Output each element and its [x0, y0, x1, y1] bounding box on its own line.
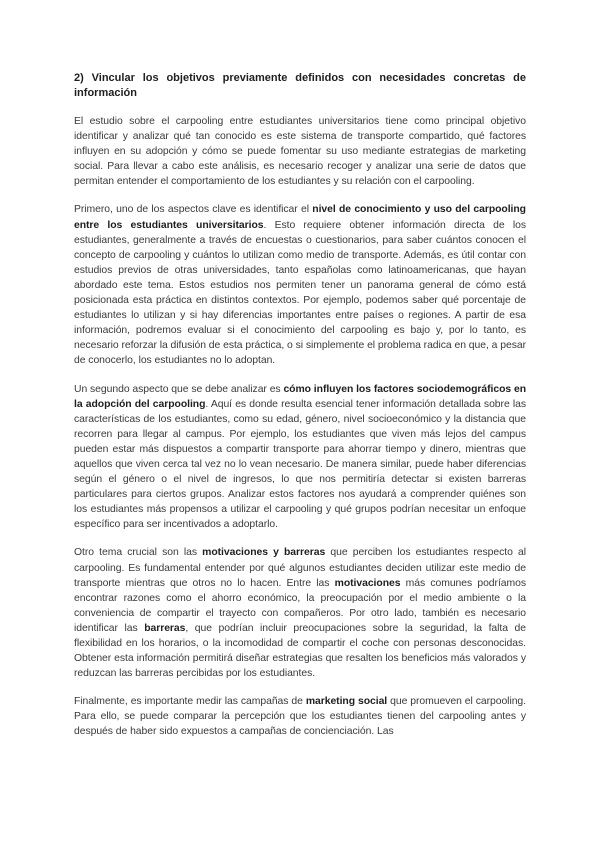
paragraph-text: , que podrían incluir preocupaciones sobre la seguridad, la falta de flexibilidad en los horarios, o la incomodidad de compartir el coche con personas desconocidas. Obtener esta información permitirá diseñar estrategias que resalten los beneficios más valorados y reduzcan las barreras percibidas por los estudiantes. — [74, 622, 526, 680]
section-heading: 2) Vincular los objetivos previamente definidos con necesidades concretas de información — [74, 72, 526, 99]
bold-phrase: cómo influyen los factores sociodemográficos en la adopción del carpooling — [74, 383, 526, 410]
paragraph-text: . Esto requiere obtener información directa de los estudiantes, generalmente a través de encuestas o cuestionarios, para saber cuántos conocen el concepto de carpooling y cuántos lo utilizan como medio de transporte. Además, es útil contar con estudios previos de otras universidades, tanto españolas como latinoamericanas, que hayan abordado este tema. Estos estudios nos permiten tener un panorama general de cómo está posicionada esta práctica en distintos contextos. Por ejemplo, podemos saber qué porcentaje de estudiantes lo utilizan y si hay diferencias importantes entre países o regiones. A partir de esa información, podremos evaluar si el conocimiento del carpooling es bajo y, por lo tanto, es necesario reforzar la difusión de esta práctica, o si simplemente el problema radica en que, a pesar de conocerlo, los estudiantes no lo adoptan. — [74, 219, 526, 367]
paragraph-text: . Aquí es donde resulta esencial tener información detallada sobre las características de los estudiantes, como su edad, género, nivel socioeconómico y la distancia que recorren para llegar al campus. Por ejemplo, los estudiantes que viven más lejos del campus pueden estar más dispuestos a compartir transporte para ahorrar tiempo y dinero, mientras que aquellos que viven cerca tal vez no lo vean necesario. De manera similar, puede haber diferencias según el género o el nivel de ingresos, lo que nos permitiría detectar si existen barreras particulares para ciertos grupos. Analizar estos factores nos ayudará a comprender quiénes son los estudiantes más propensos a utilizar el carpooling y qué grupos podrían necesitar un enfoque específico para ser incentivados a adoptarlo. — [74, 398, 526, 531]
paragraph-motivations-barriers — [74, 545, 526, 681]
document-body — [74, 71, 526, 753]
paragraph-marketing-social — [74, 694, 526, 739]
bold-phrase: motivaciones y barreras — [202, 547, 326, 559]
paragraph-text: más comunes podríamos encontrar razones como el ahorro económico, la preocupación por el medio ambiente o la conveniencia de compartir el trayecto con compañeros. Por otro lado, también es necesario identificar las — [74, 577, 526, 634]
paragraph-text: Primero, uno de los aspectos clave es identificar el — [74, 204, 313, 216]
paragraph-text: que promueven el carpooling. Para ello, se puede comparar la percepción que los estudiantes tienen del carpooling antes y después de haber sido expuestos a campañas de concienciación. Las — [74, 696, 526, 738]
bold-phrase: motivaciones — [334, 577, 401, 589]
paragraph-knowledge-level — [74, 202, 526, 368]
paragraph-text: Finalmente, es importante medir las campañas de — [74, 696, 306, 708]
paragraph-text: que perciben los estudiantes respecto al carpooling. Es fundamental entender por qué algunos estudiantes deciden utilizar este medio de transporte mientras que otros no lo hacen. Entre las — [74, 547, 526, 589]
paragraph-text: Un segundo aspecto que se debe analizar es — [74, 383, 284, 395]
paragraph-sociodemographic — [74, 382, 526, 533]
bold-phrase: barreras — [144, 622, 186, 634]
paragraph-text: Otro tema crucial son las — [74, 547, 203, 559]
paragraph-intro: El estudio sobre el carpooling entre estudiantes universitarios tiene como principal objetivo identificar y analizar qué tan conocido es este sistema de transporte compartido, qué factores influyen en su adopción y cómo se puede fomentar su uso mediante estrategias de marketing social. Para llevar a cabo este análisis, es necesario recoger y analizar una serie de datos que permitan entender el comportamiento de los estudiantes y su relación con el carpooling. — [74, 116, 526, 188]
bold-phrase: marketing social — [305, 696, 388, 708]
bold-phrase: nivel de conocimiento y uso del carpooling entre los estudiantes universitarios — [74, 204, 526, 231]
